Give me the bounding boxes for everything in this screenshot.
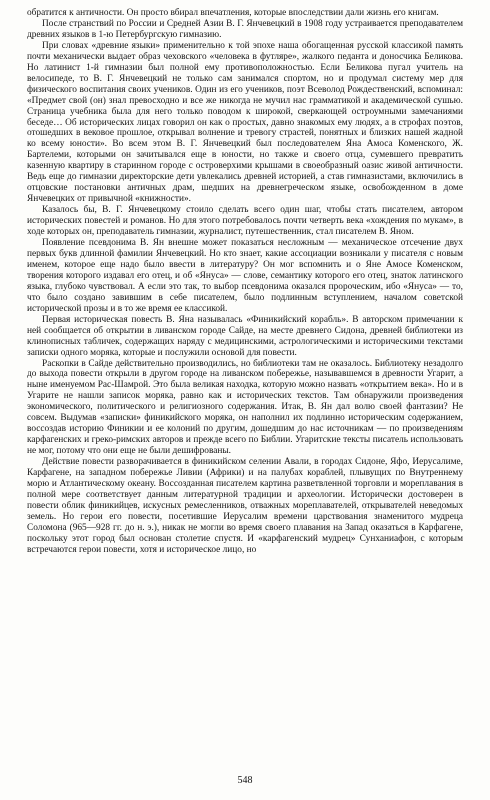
paragraph-6: Первая историческая повесть В. Яна называлась «Финикийский корабль». В авторском примечании к ней сообщается об открытии в ливанском городе Сайде, на месте древнего Сидона, древней библиотеки из клинописных табличек, содержащих наряду с медицинскими, астрологическими и историческими текстами записки одного моряка, которые и послужили основой для повести.: [27, 314, 463, 358]
page-number: 548: [237, 775, 253, 786]
paragraph-7: Раскопки в Сайде действительно производились, но библиотеки там не оказалось. Библиотеку незадолго до выхода повести открыли в другом городе на ливанском побережье, называвшемся в древности Угарит, а ныне именуемом Рас-Шамрой. Это была великая находка, которую можно назвать «открытием века». Но и в Угарите не нашли записок моряка, равно как и исторических текстов. Там обнаружили произведения экономического, политического и религиозного содержания. Итак, В. Ян дал волю своей фантазии? Не совсем. Выдумав «записки» финикийского моряка, он наполнил их подлинно историческим содержанием, воссоздав историю Финикии и ее колоний по другим, дошедшим до нас источникам — по произведениям карфагенских и греко-римских авторов и прежде всего по Библии. Угаритские тексты писатель использовать не мог, потому что они еще не были дешифрованы.: [27, 358, 463, 457]
paragraph-4: Казалось бы, В. Г. Янчевецкому стоило сделать всего один шаг, чтобы стать писателем, автором исторических повестей и романов. Но для этого потребовалось почти четверть века «хождения по мукам», в ходе которых он, преподаватель гимназии, журналист, путешественник, стал писателем В. Яном.: [27, 205, 463, 238]
paragraph-1: обратится к античности. Он просто вбирал впечатления, которые впоследствии дали жизнь его книгам.: [27, 8, 439, 18]
paragraph-5: Появление псевдонима В. Ян внешне может показаться несложным — механическое отсечение двух первых букв длинной фамилии Янчевецкий. Но кто знает, какие ассоциации возникали у писателя с новым именем, которое еще надо было ввести в литературу? Он мог вспомнить и о Яне Амосе Коменском, творения которого издавал его отец, и об «Януса» — слове, семантику которого его отец, знаток латинского языка, глубоко чувствовал. А если это так, то выбор псевдонима оказался пророческим, ибо «Януса» — то, что было создано завившим в себе писателем, было подлинным вступлением, началом советской исторической прозы и в то же время ее классикой.: [27, 238, 463, 314]
paragraph-2: После странствий по России и Средней Азии В. Г. Янчевецкий в 1908 году устраивается преподавателем древних языков в 1-ю Петербургскую гимназию.: [27, 18, 463, 40]
paragraph-8: Действие повести разворачивается в финикийском селении Авали, в городах Сидоне, Яфо, Иерусалиме, Карфагене, на западном побережье Ливии (Африки) и на палубах кораблей, плывущих по Внутреннему морю и Атлантическому океану. Воссозданная писателем картина разветвленной торговли и мореплавания в полной мере соответствует данным литературной традиции и археологии. Исторически достоверен в повести облик финикийцев, искусных ремесленников, отважных мореплавателей, открывателей неведомых земель. Но герои его повести, посетившие Иерусалим времени царствования знаменитого мудреца Соломона (965—928 гг. до н. э.), никак не могли во время своего плавания на Запад оказаться в Карфагене, поскольку этот город был основан столетие спустя. И «карфагенский мудрец» Сунханиафон, с которым встречаются герои повести, хотя и историческое лицо, но: [27, 457, 463, 555]
paragraph-3: При словах «древние языки» применительно к той эпохе наша обогащенная русской классикой память почти механически выдает образ чеховского «человека в футляре», жалкого педанта и доносчика Беликова. Но латинист 1-й гимназии был полной ему противоположностью. Если Беликова пугал учитель на велосипеде, то В. Г. Янчевецкий не только сам занимался спортом, но и продумал систему мер для физического воспитания своих учеников. Один из его учеников, поэт Всеволод Рождественский, вспоминал: «Предмет свой (он) знал превосходно и все же никогда не мучил нас грамматикой и академической сушью. Страница учебника была для него только поводом к широкой, сверкающей остроумными замечаниями беседе… Об исторических лицах говорил он как о простых, давно знакомых ему людях, а в строфах поэтов, отошедших в вековое прошлое, открывал волнение и тревогу страстей, понятных и близких нашей жадной ко всему юности». Во всем этом В. Г. Янчевецкий был последователем Яна Амоса Коменского, Ж. Бартелеми, которыми он зачитывался еще в юности, но также и своего отца, сумевшего превратить казенную квартиру в старинном городе с островерхими крышами в своеобразный оазис живой античности. Ведь еще до гимназии директорские дети увлекались древней историей, а став гимназистами, включились в отцовские постановки античных драм, шедших на древнегреческом языке, освобожденном в доме Янчевецких от привычной «книжности».: [27, 40, 463, 205]
body-text: [27, 8, 463, 556]
